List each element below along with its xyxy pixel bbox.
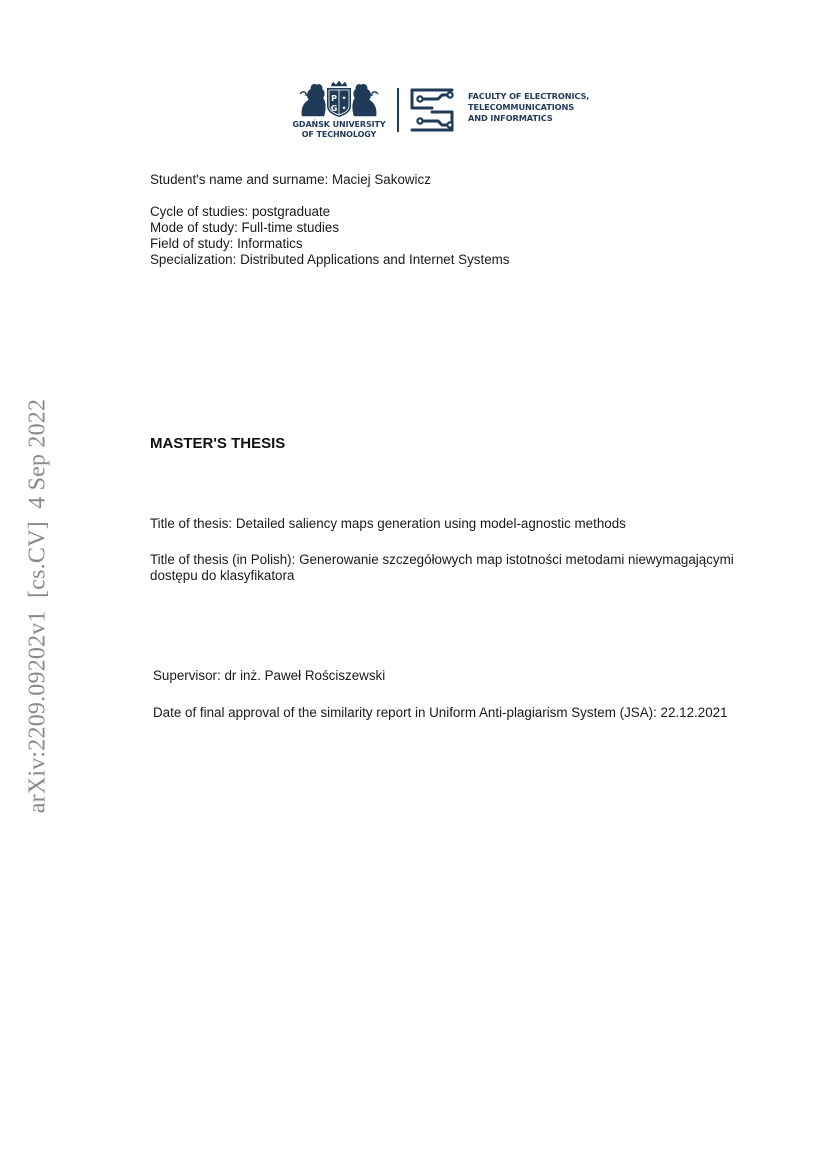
faculty-name-line3: AND INFORMATICS (468, 113, 553, 123)
university-emblem-icon (298, 80, 380, 118)
faculty-name-line1: FACULTY OF ELECTRONICS, (468, 91, 590, 101)
svg-text:P: P (331, 94, 337, 103)
arxiv-stamp: arXiv:2209.09202v1 [cs.CV] 4 Sep 2022 (24, 398, 51, 814)
svg-text:✦: ✦ (341, 95, 347, 102)
university-logo (290, 80, 388, 142)
thesis-title-polish: Title of thesis (in Polish): Generowanie szczegółowych map istotności metodami niewymagającymi dostępu do klasyfikatora (150, 552, 734, 583)
university-name-line1: GDAŃSK UNIVERSITY (292, 120, 386, 129)
specialization: Specialization: Distributed Applications and Internet Systems (150, 252, 510, 267)
university-name-line2: OF TECHNOLOGY (301, 129, 377, 139)
approval-date: Date of final approval of the similarity report in Uniform Anti-plagiarism System (JSA): 22.12.2021 (153, 705, 728, 720)
university-name (290, 120, 388, 139)
faculty-name-line2: TELECOMMUNICATIONS (468, 102, 575, 112)
faculty-circuit-icon (408, 86, 456, 134)
thesis-heading: MASTER'S THESIS (150, 435, 286, 452)
svg-text:G: G (330, 104, 338, 113)
supervisor: Supervisor: dr inż. Paweł Rościszewski (153, 668, 386, 683)
header-logos (290, 80, 600, 142)
thesis-title-english: Title of thesis: Detailed saliency maps generation using model-agnostic methods (150, 516, 626, 531)
field-of-study: Field of study: Informatics (150, 236, 303, 251)
logo-divider (397, 88, 399, 132)
cycle-of-studies: Cycle of studies: postgraduate (150, 204, 331, 219)
mode-of-study: Mode of study: Full-time studies (150, 220, 340, 235)
student-name: Student's name and surname: Maciej Sakowicz (150, 172, 431, 187)
faculty-name (468, 91, 603, 124)
svg-text:✦: ✦ (341, 105, 347, 112)
